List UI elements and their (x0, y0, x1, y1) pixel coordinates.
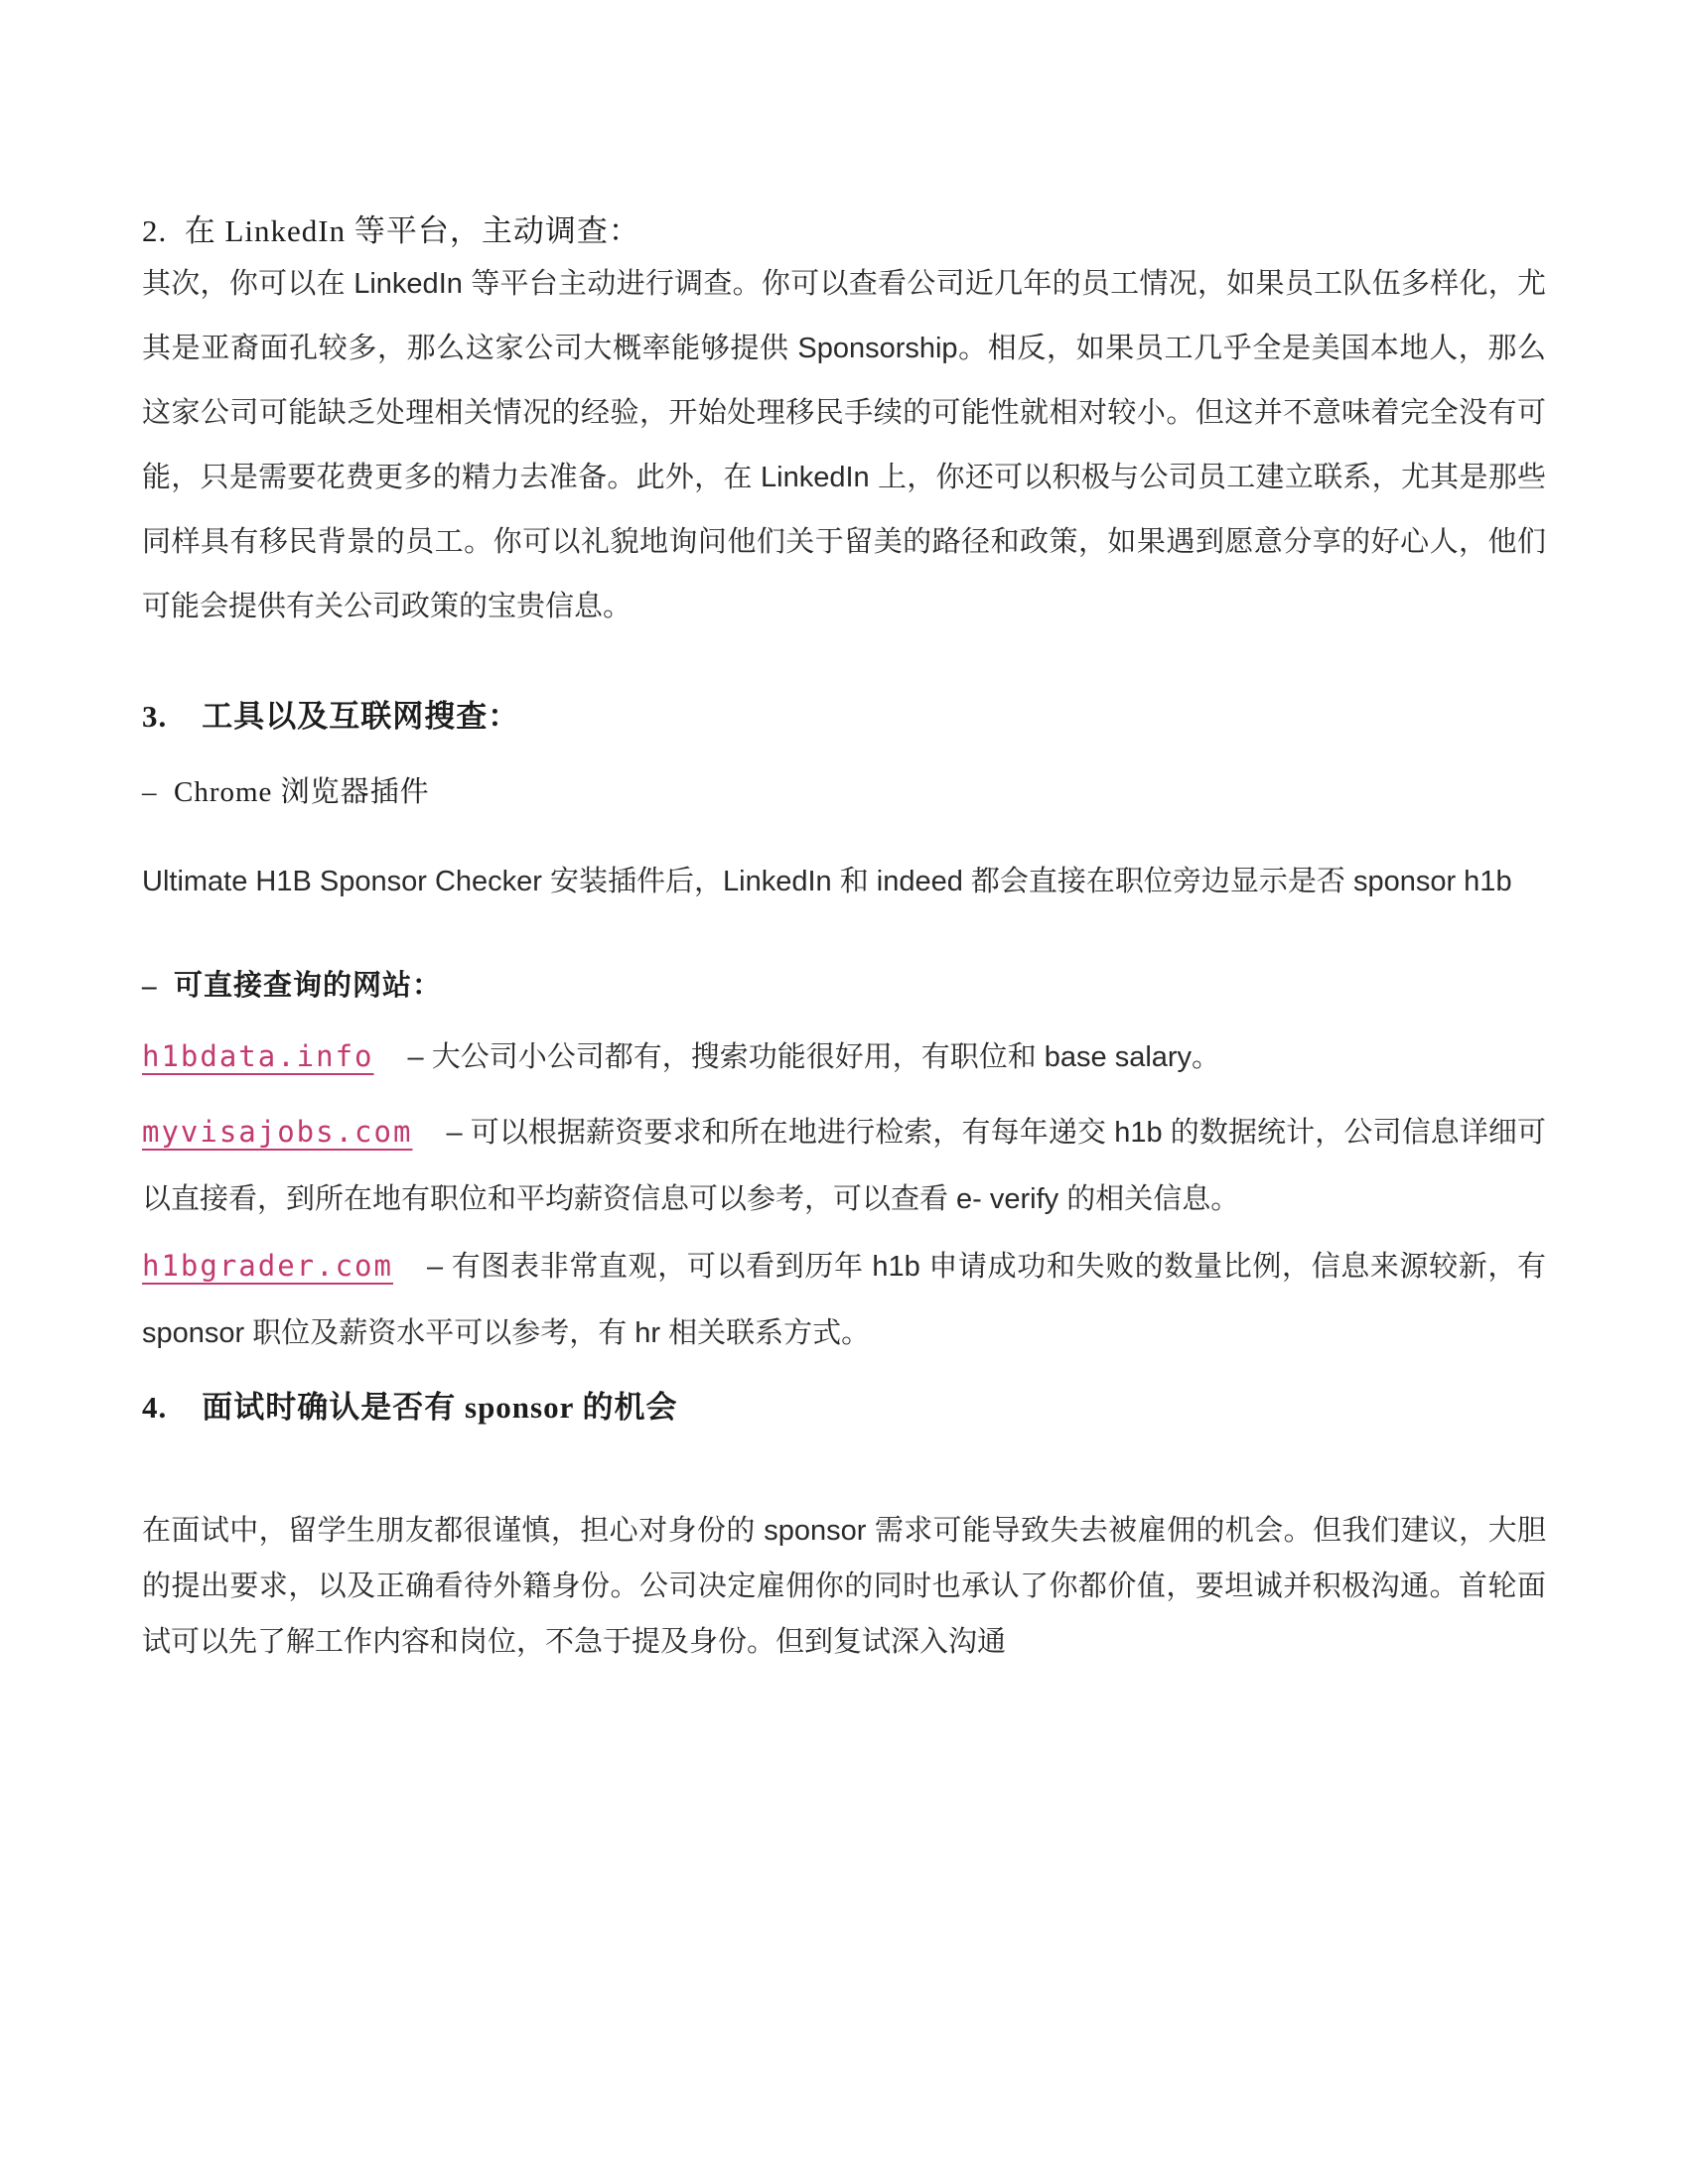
bullet-chrome-extension: – Chrome 浏览器插件 (142, 776, 430, 808)
bullet-query-websites: – 可直接查询的网站： (142, 970, 443, 1002)
paragraph-linkedin-research: 其次，你可以在 LinkedIn 等平台主动进行调查。你可以查看公司近几年的员工情况，如果员工队伍多样化，尤其是亚裔面孔较多，那么这家公司大概率能够提供 Sponsorship。相反，如果员工几乎全是美国本地人，那么这家公司可能缺乏处理相关情况的经验，开始处理移民手续的可能性就相对较小。但这并不意味着完全没有可能，只是需要花费更多的精力去准备。此外，在 LinkedIn 上，你还可以积极与公司员工建立联系，尤其是那些同样具有移民背景的员工。你可以礼貌地询问他们关于留美的路径和政策，如果遇到愿意分享的好心人，他们可能会提供有关公司政策的宝贵信息。 (142, 268, 1546, 622)
h1bdata-description: – 大公司小公司都有，搜索功能很好用，有职位和 base salary。 (407, 1041, 1221, 1073)
link-row-myvisajobs (142, 1099, 1546, 1233)
section-heading-3-tools: 3. 工具以及互联网搜查： (142, 699, 520, 734)
section-heading-4-interview: 4. 面试时确认是否有 sponsor 的机会 (142, 1390, 678, 1425)
paragraph-interview-advice: 在面试中，留学生朋友都很谨慎，担心对身份的 sponsor 需求可能导致失去被雇佣的机会。但我们建议，大胆的提出要求，以及正确看待外籍身份。公司决定雇佣你的同时也承认了你都价值，要坦诚并积极沟通。首轮面试可以先了解工作内容和岗位，不急于提及身份。但到复试深入沟通 (142, 1515, 1546, 1658)
link-row-h1bdata (142, 1024, 1546, 1091)
h1bgrader-description: – 有图表非常直观，可以看到历年 h1b 申请成功和失败的数量比例，信息来源较新，有 sponsor 职位及薪资水平可以参考，有 hr 相关联系方式。 (142, 1251, 1546, 1349)
paragraph-chrome-extension: Ultimate H1B Sponsor Checker 安装插件后，LinkedIn 和 indeed 都会直接在职位旁边显示是否 sponsor h1b (142, 866, 1512, 897)
myvisajobs-description: – 可以根据薪资要求和所在地进行检索，有每年递交 h1b 的数据统计，公司信息详细可以直接看，到所在地有职位和平均薪资信息可以参考，可以查看 e- verify 的相关信息。 (142, 1117, 1546, 1215)
link-row-h1bgrader (142, 1233, 1546, 1367)
section-heading-2-linkedin: 2. 在 LinkedIn 等平台，主动调查： (142, 213, 640, 248)
h1bdata-info-link[interactable]: h1bdata.info (142, 1039, 374, 1073)
h1bgrader-com-link[interactable]: h1bgrader.com (142, 1249, 393, 1283)
myvisajobs-com-link[interactable]: myvisajobs.com (142, 1115, 413, 1149)
